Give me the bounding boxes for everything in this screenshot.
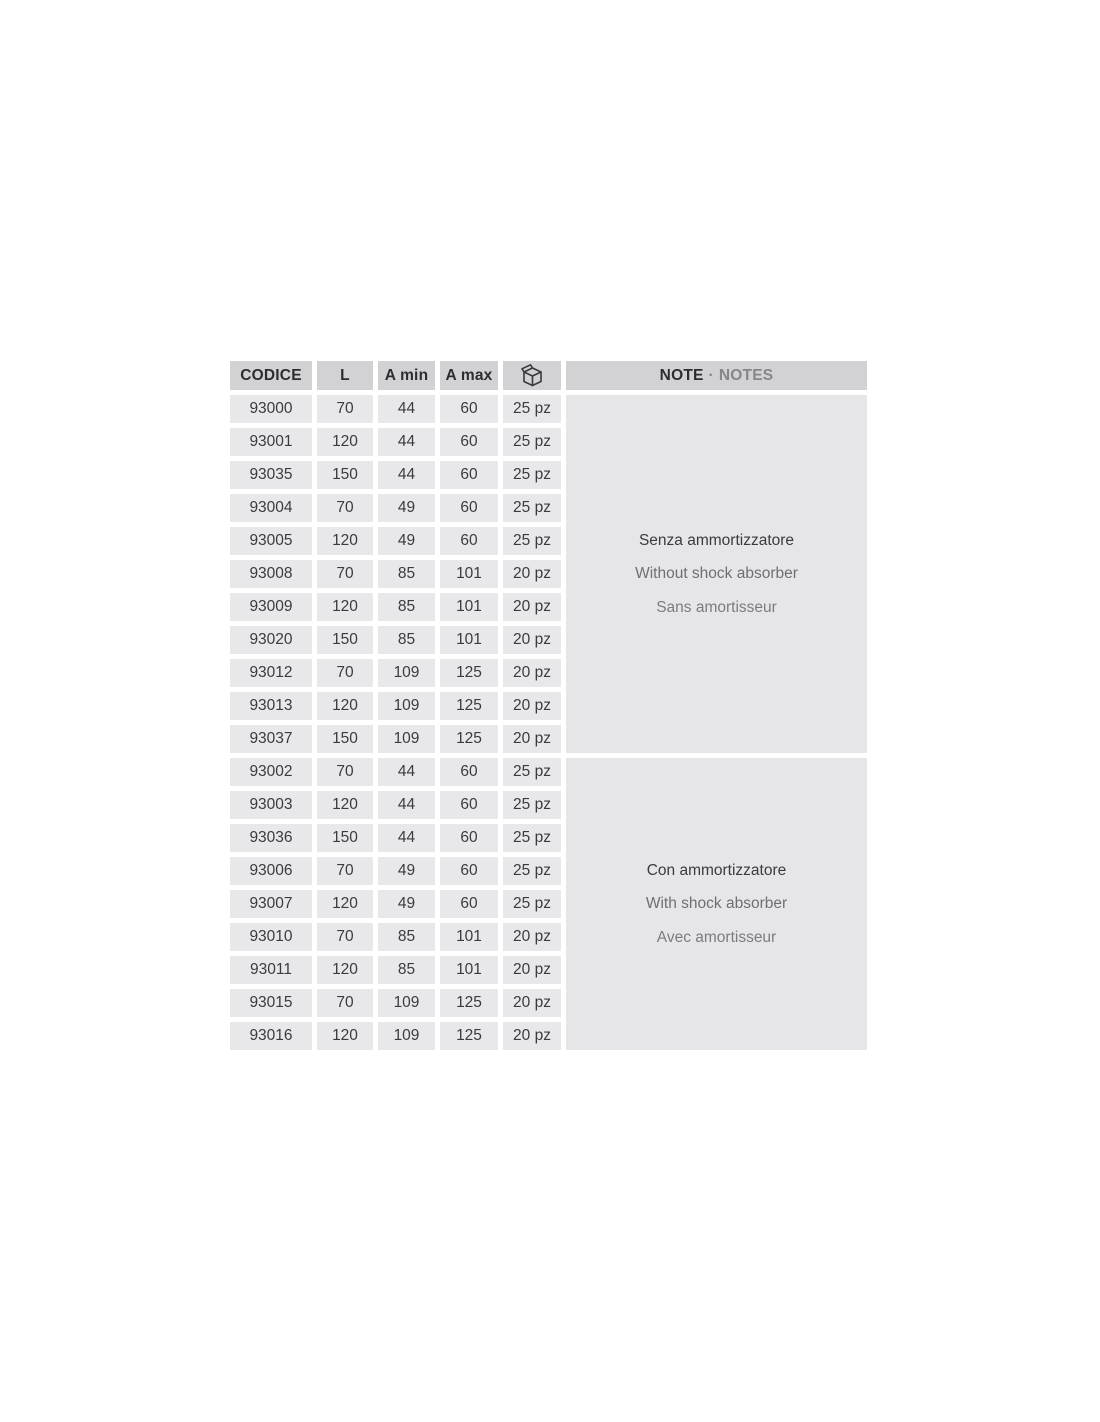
cell-a-min: 85 [378,923,435,951]
cell-pack-qty: 20 pz [503,923,561,951]
cell-pack-qty: 25 pz [503,824,561,852]
cell-codice: 93008 [230,560,312,588]
cell-a-max: 60 [440,857,498,885]
cell-l: 150 [317,461,373,489]
cell-codice: 93020 [230,626,312,654]
cell-pack-qty: 20 pz [503,725,561,753]
notes-group-without-shock-absorber [566,395,867,753]
cell-codice: 93007 [230,890,312,918]
cell-l: 70 [317,659,373,687]
cell-l: 120 [317,1022,373,1050]
cell-a-max: 60 [440,791,498,819]
cell-pack-qty: 25 pz [503,461,561,489]
cell-a-min: 49 [378,527,435,555]
cell-a-max: 101 [440,923,498,951]
cell-l: 120 [317,890,373,918]
cell-a-max: 60 [440,890,498,918]
cell-a-max: 60 [440,824,498,852]
cell-pack-qty: 20 pz [503,1022,561,1050]
cell-a-min: 49 [378,890,435,918]
cell-a-max: 60 [440,461,498,489]
cell-a-max: 125 [440,725,498,753]
cell-l: 70 [317,758,373,786]
cell-codice: 93035 [230,461,312,489]
col-header-l: L [317,361,373,390]
col-header-codice: CODICE [230,361,312,390]
cell-codice: 93037 [230,725,312,753]
cell-l: 70 [317,923,373,951]
cell-codice: 93002 [230,758,312,786]
cell-a-max: 60 [440,494,498,522]
cell-pack-qty: 20 pz [503,593,561,621]
cell-a-min: 49 [378,857,435,885]
cell-a-min: 85 [378,560,435,588]
cell-codice: 93001 [230,428,312,456]
cell-a-min: 44 [378,758,435,786]
cell-a-min: 85 [378,626,435,654]
cell-pack-qty: 25 pz [503,428,561,456]
cell-a-max: 125 [440,1022,498,1050]
cell-codice: 93009 [230,593,312,621]
cell-a-min: 44 [378,395,435,423]
col-header-notes [566,361,867,390]
notes-group-with-shock-absorber [566,758,867,1050]
col-header-pack [503,361,561,390]
cell-a-min: 49 [378,494,435,522]
cell-a-max: 60 [440,395,498,423]
cell-pack-qty: 20 pz [503,692,561,720]
cell-a-min: 109 [378,725,435,753]
product-table [230,361,867,1050]
note-text-english: Without shock absorber [635,565,798,583]
cell-pack-qty: 20 pz [503,626,561,654]
cell-a-max: 60 [440,758,498,786]
cell-a-min: 44 [378,461,435,489]
cell-l: 150 [317,824,373,852]
cell-a-max: 125 [440,692,498,720]
cell-codice: 93015 [230,989,312,1017]
cell-pack-qty: 25 pz [503,791,561,819]
note-header-en: NOTES [718,366,774,384]
cell-codice: 93000 [230,395,312,423]
note-text-english: With shock absorber [645,895,788,913]
cell-a-max: 125 [440,989,498,1017]
col-header-a-min: A min [378,361,435,390]
cell-codice: 93012 [230,659,312,687]
cell-a-min: 44 [378,824,435,852]
cell-codice: 93016 [230,1022,312,1050]
cell-l: 70 [317,560,373,588]
cell-codice: 93011 [230,956,312,984]
cell-l: 120 [317,593,373,621]
note-text-italian: Con ammortizzatore [646,861,787,879]
cell-codice: 93006 [230,857,312,885]
cell-a-max: 60 [440,527,498,555]
package-icon [519,363,546,388]
cell-pack-qty: 25 pz [503,857,561,885]
cell-pack-qty: 25 pz [503,527,561,555]
cell-a-max: 101 [440,593,498,621]
cell-a-min: 109 [378,659,435,687]
cell-codice: 93005 [230,527,312,555]
note-header-separator: · [708,366,714,384]
cell-pack-qty: 25 pz [503,758,561,786]
cell-a-max: 101 [440,956,498,984]
cell-pack-qty: 20 pz [503,956,561,984]
cell-codice: 93003 [230,791,312,819]
cell-l: 120 [317,428,373,456]
cell-l: 150 [317,626,373,654]
cell-l: 70 [317,494,373,522]
cell-l: 120 [317,692,373,720]
col-header-a-max: A max [440,361,498,390]
cell-a-min: 85 [378,956,435,984]
cell-codice: 93036 [230,824,312,852]
note-text-italian: Senza ammortizzatore [638,531,795,549]
cell-l: 120 [317,791,373,819]
cell-l: 120 [317,956,373,984]
cell-a-min: 44 [378,428,435,456]
cell-pack-qty: 20 pz [503,989,561,1017]
cell-a-min: 109 [378,989,435,1017]
cell-a-min: 109 [378,1022,435,1050]
cell-pack-qty: 25 pz [503,395,561,423]
note-header-it: NOTE [659,366,704,384]
cell-l: 70 [317,989,373,1017]
cell-a-min: 85 [378,593,435,621]
cell-pack-qty: 20 pz [503,659,561,687]
note-text-french: Sans amortisseur [656,598,777,616]
cell-pack-qty: 25 pz [503,890,561,918]
cell-l: 70 [317,857,373,885]
cell-pack-qty: 20 pz [503,560,561,588]
cell-pack-qty: 25 pz [503,494,561,522]
cell-l: 120 [317,527,373,555]
cell-l: 150 [317,725,373,753]
cell-a-max: 101 [440,560,498,588]
cell-a-min: 109 [378,692,435,720]
cell-a-max: 125 [440,659,498,687]
cell-a-max: 60 [440,428,498,456]
cell-codice: 93013 [230,692,312,720]
note-text-french: Avec amortisseur [656,928,777,946]
cell-codice: 93010 [230,923,312,951]
cell-codice: 93004 [230,494,312,522]
cell-l: 70 [317,395,373,423]
cell-a-min: 44 [378,791,435,819]
cell-a-max: 101 [440,626,498,654]
